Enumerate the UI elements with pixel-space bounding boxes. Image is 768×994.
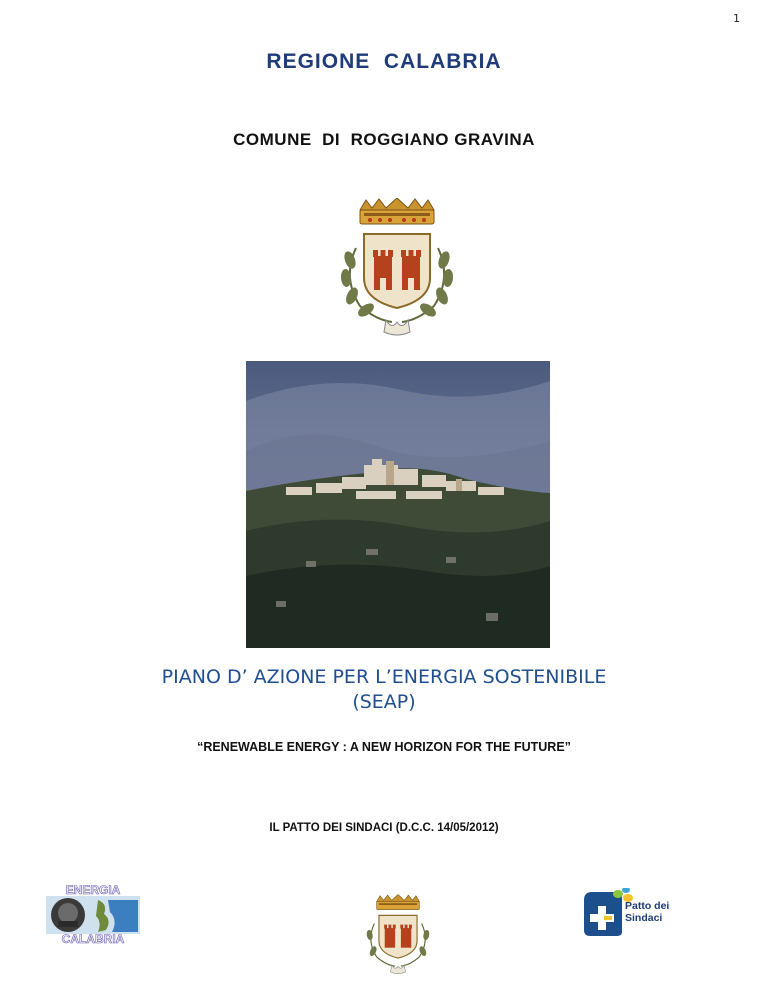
energia-logo-top-text: ENERGIA [65,883,121,897]
page-number: 1 [733,12,740,25]
plan-title [0,665,768,715]
crown-icon [360,198,434,224]
coat-of-arms-small-emblem [357,890,439,980]
patto-logo-text-line-2: Sindaci [625,912,663,924]
tagline: “RENEWABLE ENERGY : A NEW HORIZON FOR THE FUTURE” [197,740,571,754]
region-title: REGIONE CALABRIA [266,50,502,73]
town-landscape-photo [246,361,550,648]
municipality-title: COMUNE DI ROGGIANO GRAVINA [233,130,535,149]
patto-reference: IL PATTO DEI SINDACI (D.C.C. 14/05/2012) [269,822,499,834]
energia-logo-bottom-text: CALABRIA [61,932,125,946]
coat-of-arms-emblem [326,198,468,338]
patto-logo-text [625,900,669,924]
plan-title-line-2: (SEAP) [352,691,416,713]
energia-calabria-logo [46,883,140,946]
plan-title-line-1: PIANO D’ AZIONE PER L’ENERGIA SOSTENIBILE [161,666,607,688]
patto-logo-text-line-1: Patto dei [625,900,670,912]
patto-dei-sindaci-logo [582,888,678,938]
